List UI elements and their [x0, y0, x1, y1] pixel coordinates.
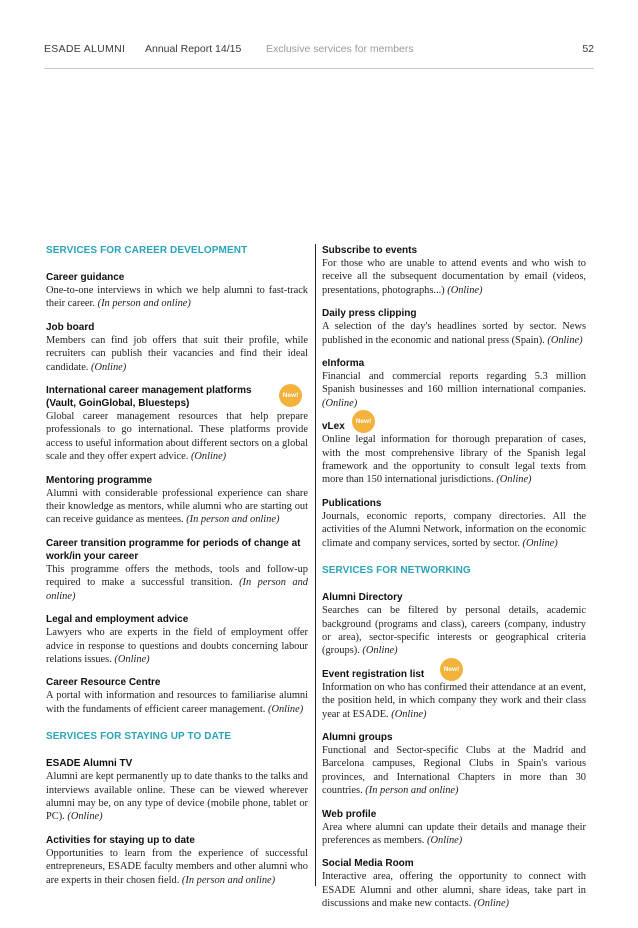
service-title: Activities for staying up to date — [46, 834, 195, 846]
header-brand: ESADE ALUMNI — [44, 43, 126, 55]
service-title: International career management platforms (Vault, GoinGlobal, Bluesteps) — [46, 385, 252, 410]
service-description: Online legal information for thorough preparation of cases, with the most comprehensive library of the Spanish legal framework and the opportunity to consult legal texts from more than 150 international jurisdictions. (Online) — [322, 434, 586, 486]
service-description: Global career management resources that help prepare professionals to go international. These platforms provide access to useful information about different sectors on a global scale and they offer expert advice. (Online) — [46, 411, 308, 463]
service-career-guidance — [46, 271, 308, 311]
service-title: Daily press clipping — [322, 308, 417, 320]
service-web-profile — [322, 808, 586, 848]
page-number: 52 — [582, 43, 594, 55]
service-description: Area where alumni can update their details and manage their preferences as members. (Online) — [322, 821, 586, 846]
service-social-media-room — [322, 857, 586, 910]
section-title-networking: SERVICES FOR NETWORKING — [322, 565, 471, 577]
service-activities — [46, 834, 308, 887]
service-description: One-to-one interviews in which we help alumni to fast-track their career. (In person and online) — [46, 285, 308, 310]
service-mentoring — [46, 474, 308, 527]
service-description: Lawyers who are experts in the field of employment offer advice in response to questions and doubts concerning labour relations issues. (Online) — [46, 627, 308, 665]
service-title: Alumni groups — [322, 731, 393, 743]
service-title: Career guidance — [46, 272, 125, 283]
service-description: This programme offers the methods, tools and follow-up required to make a successful transition. (In person and online) — [46, 563, 308, 602]
new-badge: New! — [279, 384, 302, 407]
service-title: Job board — [46, 321, 95, 333]
service-title: Mentoring programme — [46, 474, 153, 486]
service-title: Legal and employment advice — [46, 614, 189, 626]
service-subscribe-events — [322, 244, 586, 297]
service-vlex — [322, 420, 586, 487]
service-title: Publications — [322, 497, 382, 509]
service-description: Financial and commercial reports regarding 5.3 million Spanish businesses and 160 million international companies. (Online) — [322, 371, 586, 409]
service-title: Web profile — [322, 808, 377, 820]
service-description: Interactive area, offering the opportunity to connect with ESADE Alumni and other alumni, share ideas, take part in discussions and make new contacts. (Online) — [322, 871, 586, 910]
service-event-registration — [322, 665, 586, 721]
service-description: Alumni with considerable professional experience can share their knowledge as mentors, while alumni who are starting out can receive guidance as mentees. (In person and online) — [46, 487, 308, 526]
service-alumni-tv — [46, 757, 308, 824]
new-badge: New! — [352, 410, 375, 433]
header-report-title: Annual Report 14/15 — [145, 43, 242, 55]
service-description: Searches can be filtered by personal details, academic background (programs and class), careers (company, industry or area), sector-specific interests or geographical criteria (groups). (Online) — [322, 605, 586, 657]
service-job-board — [46, 321, 308, 374]
service-title: Social Media Room — [322, 858, 414, 870]
service-title: vLex — [322, 421, 345, 433]
service-description: Information on who has confirmed their attendance at an event, the position held, in which company they work and their class year at ESADE. (Online) — [322, 681, 586, 720]
header-divider — [44, 68, 594, 69]
service-title: Event registration list — [322, 668, 425, 680]
service-alumni-directory — [322, 591, 586, 658]
service-description: For those who are unable to attend events and who wish to receive all the subsequent documentation by email (videos, presentations, photographs...) (Online) — [322, 258, 586, 296]
service-description: Opportunities to learn from the experience of successful entrepreneurs, ESADE faculty members and other alumni who are experts in their chosen field. (In person and online) — [46, 847, 308, 886]
service-title: eInforma — [322, 358, 365, 370]
service-title: Subscribe to events — [322, 245, 418, 256]
service-title: Alumni Directory — [322, 592, 403, 604]
service-title: Career transition programme for periods of change at work/in your career — [46, 537, 301, 562]
new-badge: New! — [440, 658, 463, 681]
column-divider — [315, 244, 316, 886]
service-alumni-groups — [322, 731, 586, 798]
service-description: Alumni are kept permanently up to date thanks to the talks and interviews available online. These can be viewed wherever alumni may be, on any type of device (mobile phone, tablet or PC). (Online) — [46, 771, 308, 823]
left-column — [46, 244, 308, 897]
service-title: Career Resource Centre — [46, 677, 161, 689]
service-description: A selection of the day's headlines sorted by sector. News published in the economic and national press (Spain). (Online) — [322, 321, 586, 346]
service-description: Members can find job offers that suit their profile, while recruiters can publish their vacancies and find their ideal candidate. (Online) — [46, 334, 308, 373]
section-title-career: SERVICES FOR CAREER DEVELOPMENT — [46, 245, 248, 256]
service-career-platforms — [46, 384, 308, 464]
service-title: ESADE Alumni TV — [46, 758, 133, 770]
service-press-clipping — [322, 307, 586, 347]
service-description: Journals, economic reports, company directories. All the activities of the Alumni Network, information on the economic climate and company services, sorted by sector. (Online) — [322, 510, 586, 549]
service-description: A portal with information and resources to familiarise alumni with the fundaments of efficient career management. (Online) — [46, 690, 308, 715]
service-publications — [322, 497, 586, 550]
service-legal-advice — [46, 613, 308, 666]
right-column — [322, 244, 586, 921]
header-section-title: Exclusive services for members — [266, 43, 414, 55]
section-title-up-to-date: SERVICES FOR STAYING UP TO DATE — [46, 731, 232, 743]
service-career-resource-centre — [46, 676, 308, 716]
service-career-transition — [46, 537, 308, 603]
page-header — [44, 43, 594, 59]
service-description: Functional and Sector-specific Clubs at the Madrid and Barcelona campuses, Regional Clubs in Spain's various provinces, and International Chapters in more than 30 countries. (In person and online) — [322, 744, 586, 797]
service-einforma — [322, 357, 586, 410]
